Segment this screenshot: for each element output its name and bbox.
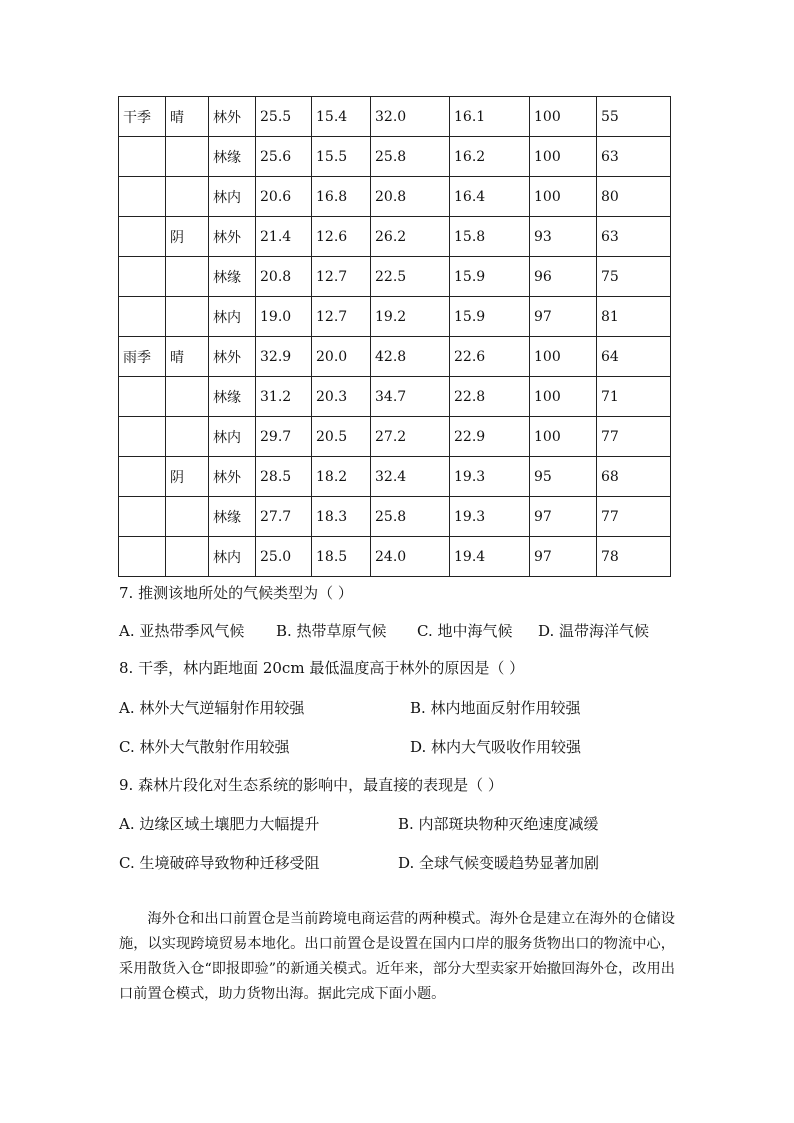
- table-cell: 25.8: [371, 137, 450, 177]
- table-row: [119, 537, 671, 577]
- table-cell: 18.2: [312, 457, 371, 497]
- table-cell: 63: [597, 217, 671, 257]
- table-cell: 25.8: [371, 497, 450, 537]
- table-cell: 25.5: [256, 97, 312, 137]
- table-cell: 12.7: [312, 257, 371, 297]
- table-cell: 22.6: [450, 337, 530, 377]
- table-cell: 25.0: [256, 537, 312, 577]
- table-cell: 100: [530, 137, 597, 177]
- table-cell: 28.5: [256, 457, 312, 497]
- table-cell: 95: [530, 457, 597, 497]
- table-cell: 19.3: [450, 497, 530, 537]
- table-cell: 16.8: [312, 177, 371, 217]
- q7-option-d: D. 温带海洋气候: [538, 622, 650, 640]
- table-cell: 林缘: [209, 377, 256, 417]
- table-cell: 81: [597, 297, 671, 337]
- table-cell: 32.0: [371, 97, 450, 137]
- table-cell: 32.4: [371, 457, 450, 497]
- table-cell: 林外: [209, 217, 256, 257]
- table-cell: [119, 177, 166, 217]
- q8-option-a: A. 林外大气逆辐射作用较强: [119, 699, 305, 717]
- table-cell: [166, 177, 209, 217]
- table-cell: 19.3: [450, 457, 530, 497]
- table-row: [119, 377, 671, 417]
- table-cell: 15.4: [312, 97, 371, 137]
- table-cell: 29.7: [256, 417, 312, 457]
- table-cell: 31.2: [256, 377, 312, 417]
- reading-passage: [119, 907, 675, 1007]
- table-cell: 71: [597, 377, 671, 417]
- table-cell: 20.6: [256, 177, 312, 217]
- table-cell: 林缘: [209, 257, 256, 297]
- table-cell: 雨季: [119, 337, 166, 377]
- table-cell: [166, 377, 209, 417]
- table-cell: [119, 457, 166, 497]
- table-cell: 林缘: [209, 497, 256, 537]
- table-row: [119, 217, 671, 257]
- table-cell: [119, 217, 166, 257]
- q7-option-c: C. 地中海气候: [417, 622, 513, 640]
- table-cell: 16.4: [450, 177, 530, 217]
- table-cell: 25.6: [256, 137, 312, 177]
- table-body: [119, 97, 671, 577]
- table-cell: 20.0: [312, 337, 371, 377]
- table-cell: [119, 497, 166, 537]
- table-cell: 15.9: [450, 297, 530, 337]
- table-cell: 75: [597, 257, 671, 297]
- table-cell: [119, 297, 166, 337]
- table-cell: 林外: [209, 457, 256, 497]
- table-cell: [119, 537, 166, 577]
- table-row: [119, 497, 671, 537]
- table-cell: 100: [530, 417, 597, 457]
- q9-option-c: C. 生境破碎导致物种迁移受阻: [119, 854, 320, 872]
- table-cell: [166, 497, 209, 537]
- question-8-stem: 8. 干季，林内距地面 20cm 最低温度高于林外的原因是（ ）: [119, 659, 525, 677]
- table-cell: 15.8: [450, 217, 530, 257]
- table-cell: 100: [530, 337, 597, 377]
- table-row: [119, 257, 671, 297]
- table-cell: 林缘: [209, 137, 256, 177]
- table-cell: 96: [530, 257, 597, 297]
- table-cell: [166, 417, 209, 457]
- table-cell: 林内: [209, 297, 256, 337]
- q8-option-c: C. 林外大气散射作用较强: [119, 738, 290, 756]
- question-9-stem: 9. 森林片段化对生态系统的影响中，最直接的表现是（ ）: [119, 776, 503, 794]
- table-cell: 100: [530, 377, 597, 417]
- table-cell: 27.2: [371, 417, 450, 457]
- table-cell: 阴: [166, 217, 209, 257]
- table-cell: 26.2: [371, 217, 450, 257]
- table-cell: 19.2: [371, 297, 450, 337]
- data-table: [118, 96, 671, 577]
- passage-text: 海外仓和出口前置仓是当前跨境电商运营的两种模式。海外仓是建立在海外的仓储设施，以实现跨境贸易本地化。出口前置仓是设置在国内口岸的服务货物出口的物流中心，采用散货入仓“即报即验”的新通关模式。近年来，部分大型卖家开始撤回海外仓，改用出口前置仓模式，助力货物出海。据此完成下面小题。: [119, 911, 675, 1002]
- table-cell: 12.7: [312, 297, 371, 337]
- table-cell: 32.9: [256, 337, 312, 377]
- table-cell: [119, 417, 166, 457]
- table-cell: 林内: [209, 537, 256, 577]
- table-cell: 16.1: [450, 97, 530, 137]
- q9-option-a: A. 边缘区域土壤肥力大幅提升: [119, 815, 320, 833]
- table-cell: 16.2: [450, 137, 530, 177]
- table-cell: 林外: [209, 337, 256, 377]
- table-cell: 100: [530, 177, 597, 217]
- table-cell: 18.3: [312, 497, 371, 537]
- table-row: [119, 417, 671, 457]
- table-cell: 20.5: [312, 417, 371, 457]
- table-cell: 27.7: [256, 497, 312, 537]
- table-cell: [119, 137, 166, 177]
- table-cell: 15.9: [450, 257, 530, 297]
- table-cell: 42.8: [371, 337, 450, 377]
- q9-option-d: D. 全球气候变暖趋势显著加剧: [398, 854, 600, 872]
- q9-option-b: B. 内部斑块物种灭绝速度减缓: [398, 815, 599, 833]
- question-7-stem: 7. 推测该地所处的气候类型为（ ）: [119, 584, 353, 602]
- table-cell: 68: [597, 457, 671, 497]
- table-row: [119, 297, 671, 337]
- table-cell: 78: [597, 537, 671, 577]
- table-cell: 林内: [209, 417, 256, 457]
- table-cell: [119, 377, 166, 417]
- table-cell: 64: [597, 337, 671, 377]
- table-row: [119, 97, 671, 137]
- table-cell: 晴: [166, 97, 209, 137]
- table-cell: 22.5: [371, 257, 450, 297]
- table-cell: 晴: [166, 337, 209, 377]
- table-cell: 干季: [119, 97, 166, 137]
- q7-option-a: A. 亚热带季风气候: [119, 622, 245, 640]
- table-cell: 林内: [209, 177, 256, 217]
- table-cell: [166, 297, 209, 337]
- table-row: [119, 177, 671, 217]
- table-row: [119, 137, 671, 177]
- q8-option-b: B. 林内地面反射作用较强: [410, 699, 581, 717]
- table-cell: 77: [597, 417, 671, 457]
- table-cell: 林外: [209, 97, 256, 137]
- table-cell: [166, 257, 209, 297]
- table-cell: 20.8: [256, 257, 312, 297]
- table-cell: 20.3: [312, 377, 371, 417]
- table-row: [119, 457, 671, 497]
- table-cell: 阴: [166, 457, 209, 497]
- table-cell: 63: [597, 137, 671, 177]
- table-cell: 18.5: [312, 537, 371, 577]
- table-cell: 15.5: [312, 137, 371, 177]
- table-cell: 19.0: [256, 297, 312, 337]
- table-cell: 21.4: [256, 217, 312, 257]
- table-row: [119, 337, 671, 377]
- table-cell: 100: [530, 97, 597, 137]
- table-cell: [166, 137, 209, 177]
- table-cell: 77: [597, 497, 671, 537]
- table-cell: 93: [530, 217, 597, 257]
- table-cell: 80: [597, 177, 671, 217]
- table-cell: 22.8: [450, 377, 530, 417]
- table-cell: 97: [530, 497, 597, 537]
- table-cell: 24.0: [371, 537, 450, 577]
- table-cell: [166, 537, 209, 577]
- q8-option-d: D. 林内大气吸收作用较强: [410, 738, 582, 756]
- table-cell: 22.9: [450, 417, 530, 457]
- table-cell: 34.7: [371, 377, 450, 417]
- table-cell: 97: [530, 297, 597, 337]
- table-cell: 55: [597, 97, 671, 137]
- table-cell: 20.8: [371, 177, 450, 217]
- table-cell: 97: [530, 537, 597, 577]
- table-cell: 12.6: [312, 217, 371, 257]
- table-cell: 19.4: [450, 537, 530, 577]
- q7-option-b: B. 热带草原气候: [276, 622, 387, 640]
- table-cell: [119, 257, 166, 297]
